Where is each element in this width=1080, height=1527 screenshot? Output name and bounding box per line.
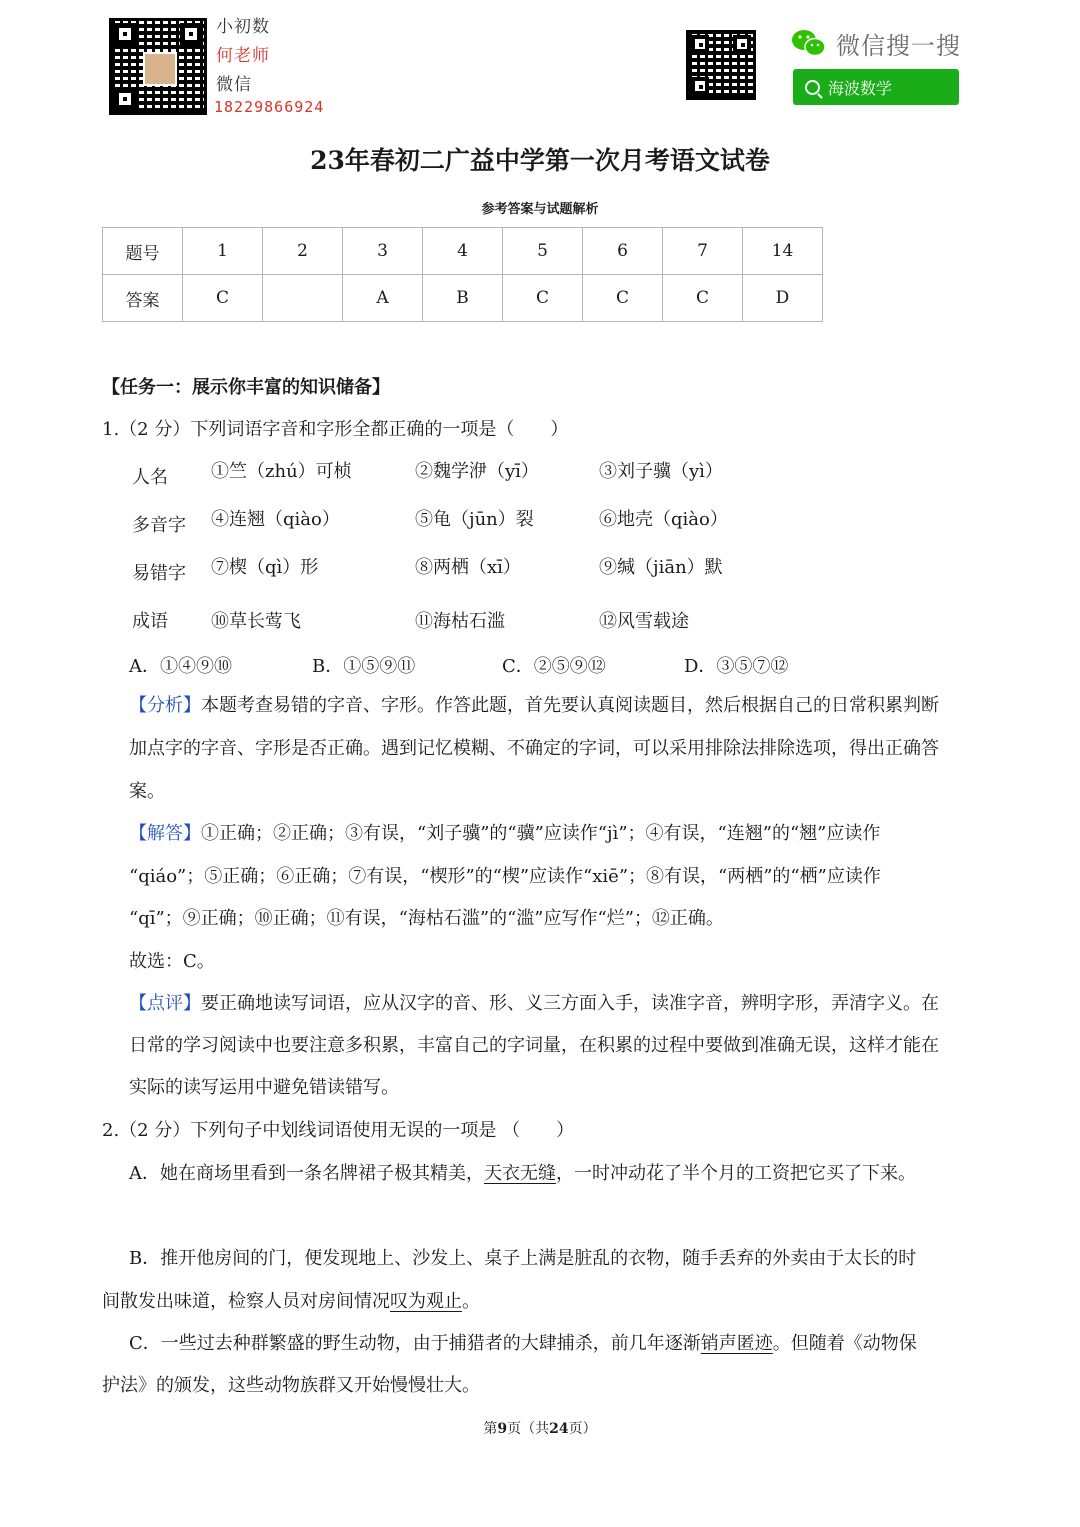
search-icon [805,80,820,95]
q1-item: ⑩草长莺飞 [211,611,301,632]
q2-option-b-text: 间散发出味道，检察人员对房间情况 [102,1291,390,1312]
table-cell: C [663,275,743,322]
underlined-term: 天衣无缝 [484,1163,556,1184]
analysis-line: 本题考查易错的字音、字形。作答此题，首先要认真阅读题目，然后根据自己的日常积累判断 [201,695,939,716]
q1-item: ⑧两栖（xī） [415,557,521,578]
table-cell [263,275,343,322]
comment-line: 实际的读写运用中避免错读错写。 [129,1077,399,1098]
wechat-search-button[interactable] [793,69,959,105]
table-cell: 1 [183,228,263,275]
q1-option-d: D．③⑤⑦⑫ [684,656,789,677]
q1-item: ①竺（zhú）可桢 [211,461,352,482]
analysis-line: 案。 [129,781,165,802]
q1-item: ⑨缄（jiān）默 [599,557,723,578]
table-cell: B [423,275,503,322]
q1-row-label: 成语 [132,611,168,632]
document-subtitle: 参考答案与试题解析 [481,202,599,217]
wechat-search-button-label: 海波数学 [828,78,893,98]
q1-item: ⑫风雪载途 [599,611,689,632]
table-cell: 7 [663,228,743,275]
table-cell: 6 [583,228,663,275]
analysis-line: 加点字的字音、字形是否正确。遇到记忆模糊、不确定的字词，可以采用排除法排除选项，得出正确答 [129,738,939,759]
table-cell: C [583,275,663,322]
contact-phone: 18229866924 [214,98,325,116]
q1-row-label: 易错字 [132,563,186,584]
qr-code-left [109,18,207,115]
footer-text: 页（共 [507,1421,550,1437]
q2-option-c [129,1332,917,1356]
answer-line: “qiáo”；⑤正确；⑥正确；⑦有误，“楔形”的“楔”应读作“xiē”；⑧有误，“两栖”的“栖”应读作 [129,866,881,887]
task-heading: 【任务一：展示你丰富的知识储备】 [102,377,390,398]
analysis-paragraph [129,694,939,718]
table-cell: 题号 [103,228,183,275]
table-cell: C [503,275,583,322]
q1-option-c: C．②⑤⑨⑫ [502,656,606,677]
footer-text: 页） [568,1421,597,1437]
table-cell: 答案 [103,275,183,322]
table-cell: 3 [343,228,423,275]
table-row [103,275,823,322]
answer-choice: 故选：C。 [129,951,215,972]
page-footer [0,1418,1080,1438]
q2-option-b-text: 。 [462,1291,480,1312]
answer-tag: 【解答】 [129,823,201,844]
q1-item: ②魏学洢（yī） [415,461,539,482]
avatar [143,52,177,86]
q2-option-a [129,1162,916,1186]
answer-line: ①正确；②正确；③有误，“刘子骥”的“骥”应读作“jì”；④有误，“连翘”的“翘”应读作 [201,823,881,844]
answer-paragraph [129,822,880,846]
underlined-term: 销声匿迹 [700,1333,773,1354]
question-1-stem: 1.（2 分）下列词语字音和字形全都正确的一项是（ ） [102,419,569,440]
q2-option-b-cont [102,1290,480,1314]
comment-paragraph [129,992,939,1016]
analysis-tag: 【分析】 [129,695,201,716]
q1-item: ③刘子骥（yì） [599,461,723,482]
q1-option-b: B．①⑤⑨⑪ [312,656,416,677]
table-cell: 14 [743,228,823,275]
q2-option-c-text: C．一些过去种群繁盛的野生动物，由于捕猎者的大肆捕杀，前几年逐渐 [129,1333,701,1354]
wechat-search-text: 微信搜一搜 [836,32,961,60]
contact-line-3: 微信 [216,75,252,95]
table-cell: 2 [263,228,343,275]
q2-option-c-cont: 护法》的颁发，这些动物族群又开始慢慢壮大。 [102,1375,480,1396]
table-row [103,228,823,275]
q2-option-b: B．推开他房间的门，便发现地上、沙发上、桌子上满是脏乱的衣物，随手丢弃的外卖由于太长的时 [129,1248,917,1269]
contact-line-1: 小初数 [216,17,270,37]
q2-option-c-text: 。但随着《动物保 [772,1333,917,1354]
comment-line: 要正确地读写词语，应从汉字的音、形、义三方面入手，读准字音，辨明字形，弄清字义。在 [201,993,939,1014]
comment-tag: 【点评】 [129,993,201,1014]
table-cell: D [743,275,823,322]
question-2-stem: 2.（2 分）下列句子中划线词语使用无误的一项是 （ ） [102,1120,575,1141]
q1-item: ⑦楔（qì）形 [211,557,319,578]
footer-text: 第 [483,1421,498,1437]
q1-row-label: 多音字 [132,515,186,536]
q1-item: ④连翘（qiào） [211,509,340,530]
q2-option-a-text: ，一时冲动花了半个月的工资把它买了下来。 [556,1163,916,1184]
q1-item: ⑥地壳（qiào） [599,509,728,530]
table-cell: 4 [423,228,503,275]
table-cell: C [183,275,263,322]
q1-row-label: 人名 [132,467,168,488]
table-cell: 5 [503,228,583,275]
q1-option-a: A．①④⑨⑩ [129,656,232,677]
answer-line: “qī”；⑨正确；⑩正确；⑪有误，“海枯石滥”的“滥”应写作“烂”；⑫正确。 [129,908,724,929]
comment-line: 日常的学习阅读中也要注意多积累，丰富自己的字词量，在积累的过程中要做到准确无误，这样才能在 [129,1035,939,1056]
q1-item: ⑤龟（jūn）裂 [415,509,534,530]
contact-line-2: 何老师 [216,46,270,66]
q1-item: ⑪海枯石滥 [415,611,505,632]
table-cell: A [343,275,423,322]
underlined-term: 叹为观止 [390,1291,462,1312]
q2-option-a-text: A．她在商场里看到一条名牌裙子极其精美， [129,1163,484,1184]
answer-table [102,227,823,322]
page-total: 24 [549,1421,569,1437]
page-number: 9 [497,1421,508,1437]
document-title: 23年春初二广益中学第一次月考语文试卷 [310,146,770,175]
qr-code-right [686,30,756,100]
wechat-icon [791,28,827,58]
